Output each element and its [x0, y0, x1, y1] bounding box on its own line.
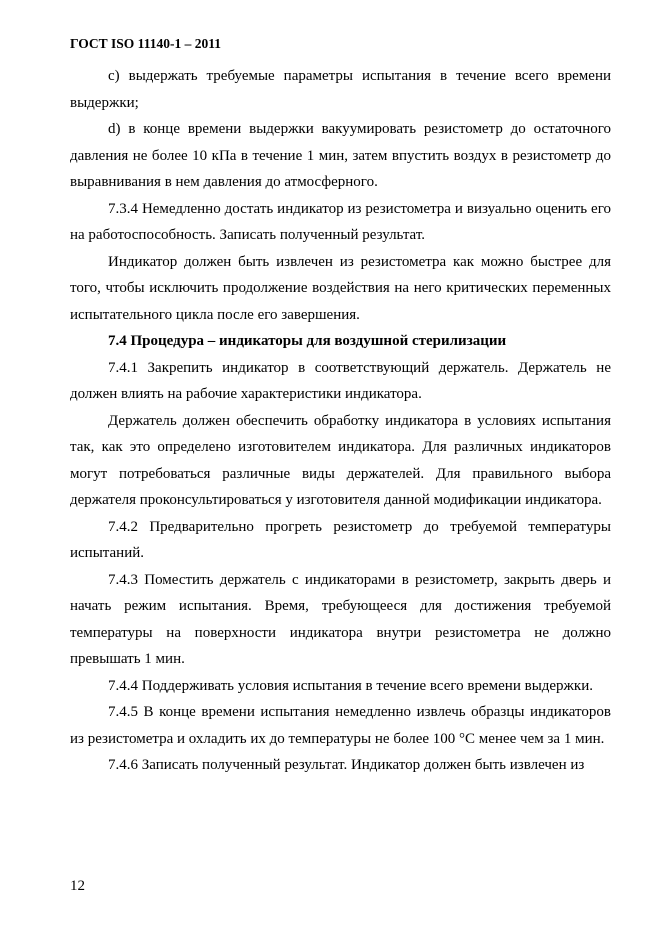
page-number: 12 [70, 878, 85, 894]
paragraph-7-4-6: 7.4.6 Записать полученный результат. Индикатор должен быть извлечен из [108, 757, 585, 773]
paragraph-7-4-5: 7.4.5 В конце времени испытания немедленно извлечь образцы индикаторов из резистометра и охладить их до температуры не более 100 °С менее чем за 1 мин. [70, 704, 611, 747]
paragraph-7-4-1: 7.4.1 Закрепить индикатор в соответствующий держатель. Держатель не должен влиять на рабочие характеристики индикатора. [70, 359, 611, 402]
paragraph-7-4-3: 7.4.3 Поместить держатель с индикаторами в резистометр, закрыть дверь и начать режим испытания. Время, требующееся для достижения требуемой температуры на поверхности индикатора внутри резистометра не должно превышать 1 мин. [70, 571, 611, 667]
page-header: ГОСТ ISO 11140-1 – 2011 [70, 36, 221, 51]
paragraph-indicator-removal: Индикатор должен быть извлечен из резистометра как можно быстрее для того, чтобы исключить продолжение воздействия на него критических переменных испытательного цикла после его завершения. [70, 253, 611, 323]
paragraph-7-3-4: 7.3.4 Немедленно достать индикатор из резистометра и визуально оценить его на работоспособность. Записать полученный результат. [70, 200, 611, 243]
paragraph-item-d: d) в конце времени выдержки вакуумировать резистометр до остаточного давления не более 10 кПа в течение 1 мин, затем впустить воздух в резистометр до выравнивания в нем давления до атмосферного. [70, 121, 611, 190]
document-body [70, 63, 611, 779]
paragraph-7-4-4: 7.4.4 Поддерживать условия испытания в течение всего времени выдержки. [108, 677, 593, 694]
section-heading-7-4: 7.4 Процедура – индикаторы для воздушной стерилизации [108, 333, 507, 349]
paragraph-holder-requirements: Держатель должен обеспечить обработку индикатора в условиях испытания так, как это определено изготовителем индикатора. Для различных индикаторов могут потребоваться различные виды держателей. Для правильного выбора держателя проконсультироваться у изготовителя данной модификации индикатора. [70, 412, 611, 508]
paragraph-7-4-2: 7.4.2 Предварительно прогреть резистометр до требуемой температуры испытаний. [70, 518, 611, 561]
paragraph-item-c: c) выдержать требуемые параметры испытания в течение всего времени выдержки; [70, 68, 611, 111]
